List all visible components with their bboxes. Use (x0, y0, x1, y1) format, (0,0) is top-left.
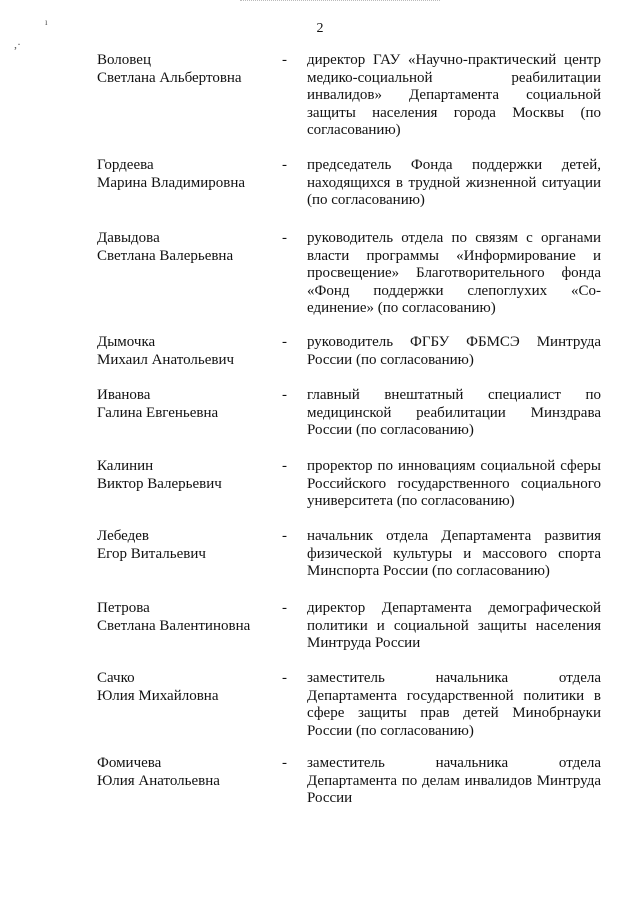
member-name (97, 52, 277, 87)
position-line: (по согласованию) (307, 192, 425, 208)
member-position (307, 157, 601, 210)
member-name (97, 458, 277, 493)
member-name (97, 230, 277, 265)
separator-dash: - (282, 528, 287, 544)
position-line: инвалидов» Департамента социальной (307, 87, 601, 103)
separator-dash: - (282, 755, 287, 771)
member-surname: Петрова (97, 600, 150, 616)
position-line: России (307, 790, 353, 806)
member-position (307, 52, 601, 140)
position-line: Департамента по делам инвалидов Минтруда (307, 772, 601, 789)
member-name (97, 334, 277, 369)
member-name (97, 755, 277, 790)
member-name (97, 157, 277, 192)
separator-dash: - (282, 157, 287, 173)
member-surname: Дымочка (97, 334, 156, 350)
separator-dash: - (282, 334, 287, 350)
position-line: руководитель отдела по связям с органами (307, 230, 601, 246)
position-line: России (по согласованию) (307, 422, 474, 438)
member-given-names: Юлия Анатольевна (97, 772, 220, 789)
scan-top-edge (240, 0, 440, 2)
position-line: власти программы «Информирование и (307, 247, 601, 264)
member-given-names: Юлия Михайловна (97, 687, 219, 704)
position-line: Минспорта России (по согласованию) (307, 563, 550, 579)
member-position (307, 387, 601, 440)
position-line: просвещение» Благотворительного фонда (307, 265, 601, 281)
member-surname: Иванова (97, 387, 151, 403)
member-surname: Гордеева (97, 157, 154, 173)
member-given-names: Галина Евгеньевна (97, 404, 219, 421)
separator-dash: - (282, 387, 287, 403)
member-position (307, 755, 601, 808)
member-position (307, 458, 601, 511)
position-line: медико-социальной реабилитации (307, 69, 601, 86)
member-surname: Воловец (97, 52, 151, 68)
separator-dash: - (282, 600, 287, 616)
member-surname: Лебедев (97, 528, 149, 544)
page-number: 2 (316, 21, 324, 36)
member-given-names: Михаил Анатольевич (97, 351, 235, 368)
member-position (307, 230, 601, 318)
member-given-names: Егор Витальевич (97, 545, 206, 562)
member-given-names: Светлана Валентиновна (97, 617, 251, 634)
position-line: директор ГАУ «Научно-практический центр (307, 52, 601, 68)
position-line: защиты населения города Москвы (по (307, 104, 601, 121)
member-name (97, 387, 277, 422)
member-position (307, 528, 601, 581)
position-line: заместитель начальника отдела (307, 670, 601, 686)
separator-dash: - (282, 458, 287, 474)
member-name (97, 528, 277, 563)
position-line: главный внештатный специалист по (307, 387, 601, 403)
position-line: России (по согласованию) (307, 351, 474, 368)
position-line: университета (по согласованию) (307, 493, 515, 509)
member-surname: Давыдова (97, 230, 160, 246)
member-surname: Фомичева (97, 755, 162, 771)
position-line: Минтруда России (307, 635, 421, 651)
member-position (307, 600, 601, 653)
separator-dash: - (282, 670, 287, 686)
member-given-names: Светлана Альбертовна (97, 69, 242, 86)
scan-speck: ,· (14, 37, 21, 51)
member-given-names: Виктор Валерьевич (97, 475, 222, 492)
member-given-names: Марина Владимировна (97, 174, 246, 191)
position-line: единение» (по согласованию) (307, 300, 496, 316)
member-surname: Калинин (97, 458, 154, 474)
position-line: согласованию) (307, 122, 401, 138)
position-line: «Фонд поддержки слепоглухих «Со- (307, 282, 601, 299)
member-position (307, 334, 601, 369)
separator-dash: - (282, 52, 287, 68)
position-line: России (по согласованию) (307, 722, 474, 739)
position-line: директор Департамента демографической (307, 600, 601, 616)
position-line: Департамента государственной политики в (307, 687, 601, 704)
member-surname: Сачко (97, 670, 135, 686)
position-line: сфере защиты прав детей Минобрнауки (307, 705, 601, 721)
member-position (307, 670, 601, 740)
position-line: медицинской реабилитации Минздрава (307, 404, 601, 421)
position-line: Российского государственного социального (307, 475, 601, 492)
position-line: находящихся в трудной жизненной ситуации (307, 174, 601, 191)
position-line: начальник отдела Департамента развития (307, 528, 601, 544)
position-line: заместитель начальника отдела (307, 755, 601, 771)
position-line: руководитель ФГБУ ФБМСЭ Минтруда (307, 334, 601, 350)
position-line: председатель Фонда поддержки детей, (307, 157, 601, 173)
member-given-names: Светлана Валерьевна (97, 247, 234, 264)
position-line: физической культуры и массового спорта (307, 545, 601, 562)
position-line: проректор по инновациям социальной сферы (307, 458, 601, 474)
member-name (97, 600, 277, 635)
position-line: политики и социальной защиты населения (307, 617, 601, 634)
member-name (97, 670, 277, 705)
scan-speck: ı (45, 17, 48, 27)
separator-dash: - (282, 230, 287, 246)
